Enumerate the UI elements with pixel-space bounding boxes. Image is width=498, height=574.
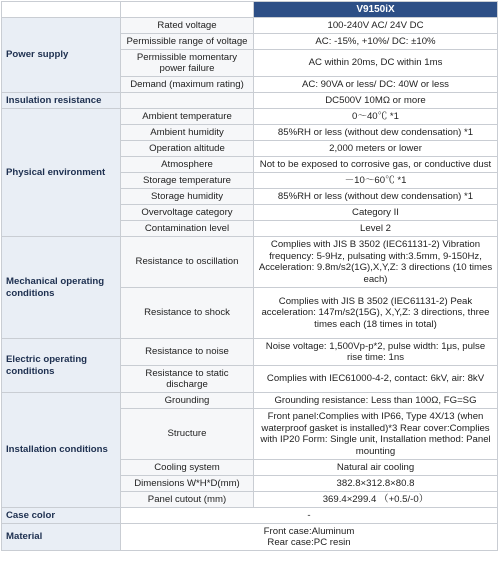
table-row: [2, 18, 498, 34]
item-value: Natural air cooling: [254, 460, 498, 476]
item-value: Complies with JIS B 3502 (IEC61131-2) Peak acceleration: 147m/s2(15G), X,Y,Z: 3 directions, three times each (18 times in total): [254, 288, 498, 339]
category-case-color: Case color: [2, 508, 121, 524]
item-label: Resistance to noise: [121, 339, 254, 366]
category-electric-operating-conditions: Electric operating conditions: [2, 339, 121, 393]
item-label: Storage humidity: [121, 189, 254, 205]
item-label: Operation altitude: [121, 141, 254, 157]
item-value: AC within 20ms, DC within 1ms: [254, 50, 498, 77]
item-label: Resistance to shock: [121, 288, 254, 339]
item-value: Category II: [254, 205, 498, 221]
item-value: 369.4×299.4 （+0.5/-0）: [254, 492, 498, 508]
table-row: [2, 524, 498, 551]
item-label-empty: [121, 93, 254, 109]
item-value: －10～60℃ *1: [254, 173, 498, 189]
item-label: Grounding: [121, 393, 254, 409]
item-label: Panel cutout (mm): [121, 492, 254, 508]
item-label: Storage temperature: [121, 173, 254, 189]
category-material: Material: [2, 524, 121, 551]
item-value: 100-240V AC/ 24V DC: [254, 18, 498, 34]
model-header: V9150iX: [254, 2, 498, 18]
table-row: [2, 393, 498, 409]
item-value: Front panel:Complies with IP66, Type 4X/13 (when waterproof gasket is installed)*3 Rear cover:Complies with IP20 Form: Single unit, Installation method: Panel mounting: [254, 409, 498, 460]
item-value: 0～40℃ *1: [254, 109, 498, 125]
table-row: [2, 339, 498, 366]
item-value: 85%RH or less (without dew condensation) *1: [254, 125, 498, 141]
item-value: 85%RH or less (without dew condensation) *1: [254, 189, 498, 205]
category-physical-environment: Physical environment: [2, 109, 121, 237]
category-mechanical-operating-conditions: Mechanical operating conditions: [2, 237, 121, 339]
item-label: Atmosphere: [121, 157, 254, 173]
item-label: Permissible momentary power failure: [121, 50, 254, 77]
item-label: Demand (maximum rating): [121, 77, 254, 93]
category-insulation-resistance: Insulation resistance: [2, 93, 121, 109]
item-label: Resistance to static discharge: [121, 366, 254, 393]
table-row: [2, 93, 498, 109]
item-value: AC: -15%, +10%/ DC: ±10%: [254, 34, 498, 50]
item-value: Level 2: [254, 221, 498, 237]
table-row: [2, 109, 498, 125]
item-value: Complies with JIS B 3502 (IEC61131-2) Vibration frequency: 5-9Hz, pulsating with:3.5mm, 9-150Hz, Acceleration: 9.8m/s2(1G),X,Y,Z: 3 directions (10 times each): [254, 237, 498, 288]
table-row: [2, 508, 498, 524]
header-row: [2, 2, 498, 18]
item-value: Grounding resistance: Less than 100Ω, FG=SG: [254, 393, 498, 409]
item-label: Resistance to oscillation: [121, 237, 254, 288]
item-label: Dimensions W*H*D(mm): [121, 476, 254, 492]
item-value: Not to be exposed to corrosive gas, or conductive dust: [254, 157, 498, 173]
item-label: Ambient temperature: [121, 109, 254, 125]
category-power-supply: Power supply: [2, 18, 121, 93]
item-value: Complies with IEC61000-4-2, contact: 6kV, air: 8kV: [254, 366, 498, 393]
header-blank: [121, 2, 254, 18]
item-value: -: [121, 508, 498, 524]
item-label: Overvoltage category: [121, 205, 254, 221]
item-label: Ambient humidity: [121, 125, 254, 141]
item-value: Front case:Aluminum Rear case:PC resin: [121, 524, 498, 551]
item-value: DC500V 10MΩ or more: [254, 93, 498, 109]
item-label: Rated voltage: [121, 18, 254, 34]
item-label: Structure: [121, 409, 254, 460]
item-value: 382.8×312.8×80.8: [254, 476, 498, 492]
item-value: Noise voltage: 1,500Vp-p*2, pulse width: 1μs, pulse rise time: 1ns: [254, 339, 498, 366]
table-row: [2, 237, 498, 288]
item-label: Permissible range of voltage: [121, 34, 254, 50]
category-installation-conditions: Installation conditions: [2, 393, 121, 508]
item-label: Contamination level: [121, 221, 254, 237]
item-value: 2,000 meters or lower: [254, 141, 498, 157]
header-blank: [2, 2, 121, 18]
spec-table: [1, 1, 498, 551]
item-label: Cooling system: [121, 460, 254, 476]
item-value: AC: 90VA or less/ DC: 40W or less: [254, 77, 498, 93]
